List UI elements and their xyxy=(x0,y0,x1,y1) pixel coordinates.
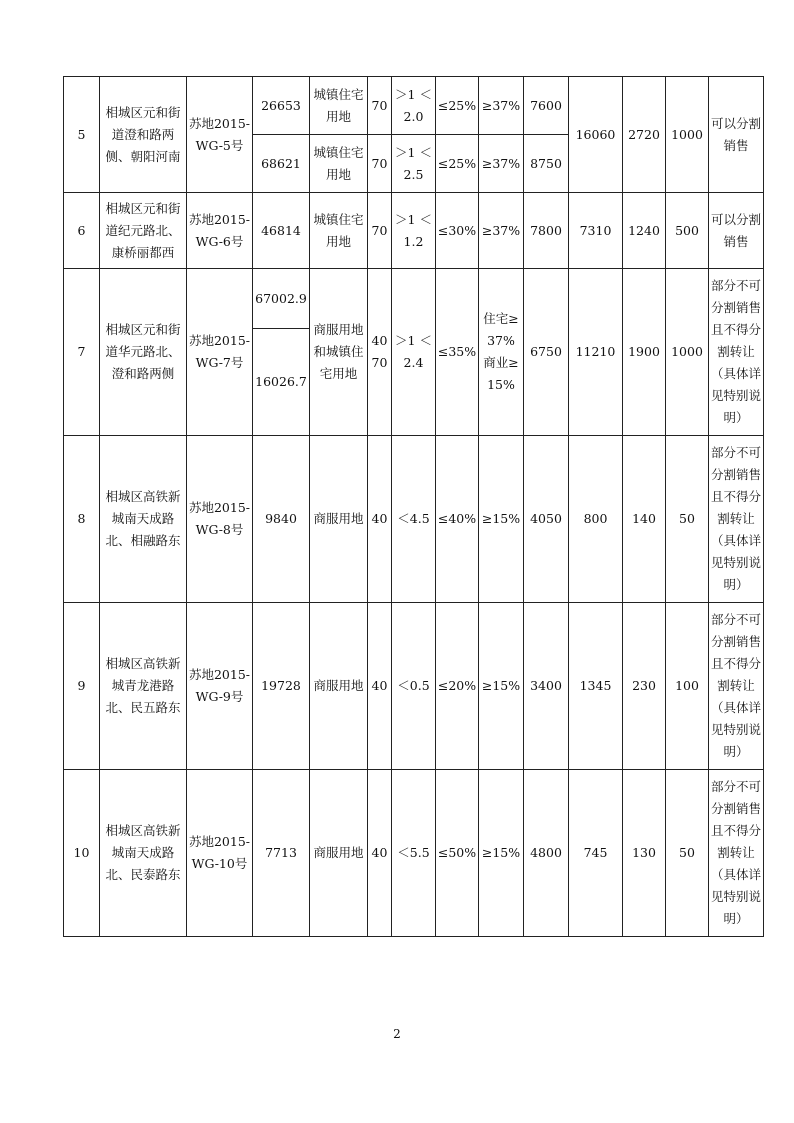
start-price-cell: 4800 xyxy=(524,770,569,937)
land-use-cell: 城镇住宅用地 xyxy=(310,77,368,135)
location-cell: 相城区元和街道澄和路两侧、朝阳河南 xyxy=(100,77,187,193)
far-cell: ＞1 ＜2.5 xyxy=(392,135,436,193)
location-cell: 相城区高铁新城青龙港路北、民五路东 xyxy=(100,603,187,770)
increment-cell: 2720 xyxy=(623,77,666,193)
table-row xyxy=(64,269,764,329)
plot-id-cell: 苏地2015-WG-8号 xyxy=(187,436,253,603)
deposit-cell: 745 xyxy=(569,770,623,937)
years-cell: 70 xyxy=(368,77,392,135)
plot-id-cell: 苏地2015-WG-10号 xyxy=(187,770,253,937)
start-price-cell: 7600 xyxy=(524,77,569,135)
table-row xyxy=(64,77,764,135)
area-cell: 67002.9 xyxy=(253,269,310,329)
area-cell: 16026.7 xyxy=(253,329,310,436)
increment-cell: 1240 xyxy=(623,193,666,269)
row-number: 6 xyxy=(64,193,100,269)
green-rate-cell: ≥15% xyxy=(479,603,524,770)
years-cell: 40 70 xyxy=(368,269,392,436)
max-bid-cell: 50 xyxy=(666,770,709,937)
years-cell: 40 xyxy=(368,436,392,603)
green-rate-cell: 住宅≥37% 商业≥15% xyxy=(479,269,524,436)
land-use-cell: 商服用地 xyxy=(310,436,368,603)
table-row xyxy=(64,193,764,269)
start-price-cell: 8750 xyxy=(524,135,569,193)
location-cell: 相城区高铁新城南天成路北、民泰路东 xyxy=(100,770,187,937)
green-rate-cell: ≥15% xyxy=(479,770,524,937)
max-bid-cell: 1000 xyxy=(666,77,709,193)
area-cell: 9840 xyxy=(253,436,310,603)
page-number: 2 xyxy=(393,1027,401,1041)
increment-cell: 1900 xyxy=(623,269,666,436)
start-price-cell: 3400 xyxy=(524,603,569,770)
note-cell: 可以分割销售 xyxy=(709,77,764,193)
note-cell: 部分不可分割销售且不得分割转让（具体详见特别说明） xyxy=(709,603,764,770)
green-rate-cell: ≥37% xyxy=(479,77,524,135)
increment-cell: 140 xyxy=(623,436,666,603)
row-number: 9 xyxy=(64,603,100,770)
land-parcel-table xyxy=(63,76,764,937)
deposit-cell: 11210 xyxy=(569,269,623,436)
deposit-cell: 7310 xyxy=(569,193,623,269)
start-price-cell: 4050 xyxy=(524,436,569,603)
density-cell: ≤20% xyxy=(436,603,479,770)
green-rate-cell: ≥37% xyxy=(479,193,524,269)
density-cell: ≤35% xyxy=(436,269,479,436)
row-number: 8 xyxy=(64,436,100,603)
plot-id-cell: 苏地2015-WG-6号 xyxy=(187,193,253,269)
green-rate-cell: ≥15% xyxy=(479,436,524,603)
row-number: 5 xyxy=(64,77,100,193)
land-use-cell: 商服用地 xyxy=(310,603,368,770)
plot-id-cell: 苏地2015-WG-9号 xyxy=(187,603,253,770)
max-bid-cell: 1000 xyxy=(666,269,709,436)
plot-id-cell: 苏地2015-WG-5号 xyxy=(187,77,253,193)
years-cell: 70 xyxy=(368,193,392,269)
area-cell: 19728 xyxy=(253,603,310,770)
increment-cell: 130 xyxy=(623,770,666,937)
density-cell: ≤30% xyxy=(436,193,479,269)
years-cell: 40 xyxy=(368,770,392,937)
area-cell: 68621 xyxy=(253,135,310,193)
row-number: 10 xyxy=(64,770,100,937)
location-cell: 相城区元和街道华元路北、澄和路两侧 xyxy=(100,269,187,436)
table-row xyxy=(64,770,764,937)
far-cell: ＞1 ＜2.0 xyxy=(392,77,436,135)
deposit-cell: 800 xyxy=(569,436,623,603)
increment-cell: 230 xyxy=(623,603,666,770)
note-cell: 部分不可分割销售且不得分割转让（具体详见特别说明） xyxy=(709,269,764,436)
far-cell: ＜4.5 xyxy=(392,436,436,603)
row-number: 7 xyxy=(64,269,100,436)
far-cell: ＜5.5 xyxy=(392,770,436,937)
table-row xyxy=(64,603,764,770)
area-cell: 46814 xyxy=(253,193,310,269)
deposit-cell: 16060 xyxy=(569,77,623,193)
area-cell: 26653 xyxy=(253,77,310,135)
land-use-cell: 城镇住宅用地 xyxy=(310,135,368,193)
far-cell: ＞1 ＜2.4 xyxy=(392,269,436,436)
plot-id-cell: 苏地2015-WG-7号 xyxy=(187,269,253,436)
note-cell: 部分不可分割销售且不得分割转让（具体详见特别说明） xyxy=(709,770,764,937)
location-cell: 相城区元和街道纪元路北、康桥丽都西 xyxy=(100,193,187,269)
note-cell: 可以分割销售 xyxy=(709,193,764,269)
area-cell: 7713 xyxy=(253,770,310,937)
deposit-cell: 1345 xyxy=(569,603,623,770)
years-cell: 70 xyxy=(368,135,392,193)
density-cell: ≤50% xyxy=(436,770,479,937)
far-cell: ＞1 ＜1.2 xyxy=(392,193,436,269)
start-price-cell: 7800 xyxy=(524,193,569,269)
max-bid-cell: 100 xyxy=(666,603,709,770)
table-row xyxy=(64,436,764,603)
start-price-cell: 6750 xyxy=(524,269,569,436)
land-use-cell: 商服用地和城镇住宅用地 xyxy=(310,269,368,436)
land-use-cell: 商服用地 xyxy=(310,770,368,937)
location-cell: 相城区高铁新城南天成路北、相融路东 xyxy=(100,436,187,603)
density-cell: ≤25% xyxy=(436,135,479,193)
years-cell: 40 xyxy=(368,603,392,770)
density-cell: ≤40% xyxy=(436,436,479,603)
density-cell: ≤25% xyxy=(436,77,479,135)
max-bid-cell: 50 xyxy=(666,436,709,603)
note-cell: 部分不可分割销售且不得分割转让（具体详见特别说明） xyxy=(709,436,764,603)
max-bid-cell: 500 xyxy=(666,193,709,269)
green-rate-cell: ≥37% xyxy=(479,135,524,193)
far-cell: ＜0.5 xyxy=(392,603,436,770)
land-use-cell: 城镇住宅用地 xyxy=(310,193,368,269)
